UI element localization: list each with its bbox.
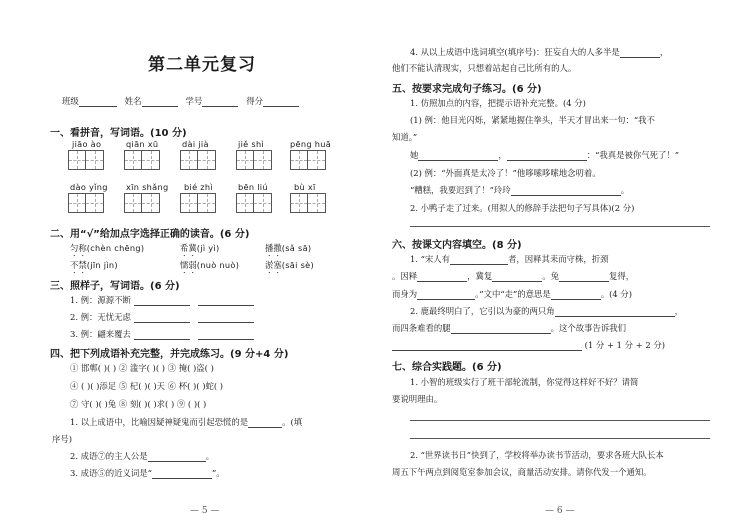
class-field[interactable] [79, 97, 117, 107]
fill-line: 2. 鹿最终明白了，它引以为豪的两只角 ， [410, 306, 684, 316]
writing-grid[interactable] [290, 150, 326, 170]
writing-grid[interactable] [68, 150, 104, 170]
idiom-row[interactable]: ④ ( )( )添足 ⑤ 杞( )( )天 ⑥ 杯( )( )蛇( ) [70, 381, 224, 391]
page-number: — 6 — [545, 506, 575, 516]
id-label: 学号 [185, 96, 203, 106]
section-4-title: 四、把下列成语补充完整，并完成练习。(9 分+4 分) [50, 349, 289, 360]
writing-grid[interactable] [124, 150, 160, 170]
question: 2. “世界读书日”快到了，学校将举办读书节活动，要求各班大队长本 [410, 450, 664, 460]
id-field[interactable] [202, 97, 238, 107]
example-item: 3. 例：翩来覆去 [70, 328, 254, 340]
example-cont: 知道。” [392, 132, 418, 142]
pinyin: xīn shǎng [126, 182, 169, 192]
writing-grid[interactable] [180, 150, 216, 170]
writing-grid[interactable] [236, 193, 272, 213]
section-5-title: 五、按要求完成句子练习。(6 分) [392, 84, 542, 95]
reading-item[interactable]: 淤塞(sāi sè) [265, 260, 315, 270]
page-title: 第二单元复习 [148, 55, 256, 75]
question: 1. 以上成语中，比喻因疑神疑鬼而引起恐慌的是 。(填 [70, 417, 303, 427]
name-field[interactable] [142, 97, 178, 107]
pinyin: bié zhì [184, 182, 213, 192]
question: 4. 从以上成语中选词填空(填序号)：狂妄自大的人多半是 ， [410, 47, 669, 57]
answer-line: 她 ， ：“我真是被你气死了！” [410, 150, 680, 160]
reading-item[interactable]: 播撒(sǎ sā) [265, 243, 312, 253]
reading-item[interactable]: 懦弱(nuò nuò) [180, 260, 240, 270]
reading-item[interactable]: 不禁(jīn jìn) [70, 260, 118, 270]
example-item: 2. 例：无忧无虑 [70, 311, 254, 323]
fill-line: (1 分 + 1 分 + 2 分) [392, 339, 665, 351]
name-label: 姓名 [124, 96, 142, 106]
score-label: 得分 [246, 96, 263, 106]
question: 2. 小鸭子走了过来。(用拟人的修辞手法把句子写具体)(2 分) [410, 203, 635, 213]
reading-item[interactable]: 匀称(chèn chēng) [70, 243, 145, 253]
example: (1) 例：他目光闪烁，紧紧地握住拳头，半天才冒出来一句：“我不 [410, 115, 655, 125]
answer-rule[interactable] [410, 438, 710, 439]
question: 3. 成语⑤的近义词是“ ”。 [70, 468, 225, 478]
example: (2) 例：“外面真是太冷了！”他哆嗦哆嗦地念叨着。 [410, 168, 601, 178]
section-1-title: 一、看拼音，写词语。(10 分) [50, 128, 187, 139]
section-6-title: 六、按课文内容填空。(8 分) [392, 240, 522, 251]
fill-line: 。因释 ，冀复 。兔 复得， [392, 271, 635, 281]
question-cont: 周五下午两点到阅览室参加会议，商量活动安排。请你代发一个通知。 [392, 467, 652, 477]
pinyin: jiāo ào [72, 139, 102, 149]
reading-item[interactable]: 希冀(jì yì) [180, 243, 220, 253]
writing-grid[interactable] [124, 193, 160, 213]
score-field[interactable] [263, 97, 299, 107]
writing-grid[interactable] [290, 193, 326, 213]
writing-grid[interactable] [180, 193, 216, 213]
answer-line: “糟糕，我要迟到了！”玲玲 。 [410, 185, 630, 195]
pinyin: qiān xū [126, 139, 159, 149]
fill-line: 而身为 。”文中“走”的意思是 。(4 分) [392, 289, 633, 299]
info-row [62, 95, 299, 107]
answer-rule[interactable] [410, 226, 710, 227]
class-label: 班级 [62, 96, 79, 106]
pinyin: dào yǐng [70, 182, 108, 192]
section-3-title: 三、照样子，写词语。(6 分) [50, 281, 180, 292]
idiom-row[interactable]: ⑦ 守( )( )兔 ⑧ 刻( )( )求( ) ⑨ ( )( ) [70, 399, 207, 409]
page-number: — 5 — [190, 506, 220, 516]
question: 1. 小智的班级实行了班干部轮流制，你觉得这样好不好？请简 [410, 377, 639, 387]
idiom-row[interactable]: ① 邯郸( )( ) ② 滥字( )( ) ③ 掩( )盗( ) [70, 363, 214, 373]
example-item: 1. 例：源源不断 [70, 294, 254, 306]
pinyin: jiě shì [238, 139, 265, 149]
writing-grid[interactable] [68, 193, 104, 213]
writing-grid[interactable] [236, 150, 272, 170]
section-7-title: 七、综合实践题。(6 分) [392, 362, 502, 373]
pinyin: pēng huā [290, 139, 332, 149]
pinyin: dài jià [182, 139, 209, 149]
question: 2. 成语⑦的主人公是 。 [70, 451, 215, 461]
question-cont: 他们不能认清现实，只想着站起自己比所有的人。 [392, 63, 577, 73]
fill-line: 而四条难看的腿 。这个故事告诉我们 [392, 323, 626, 333]
fill-line: 1. “宋人有 者，因释其耒而守株，折颈 [410, 254, 609, 264]
pinyin: bù xī [294, 182, 316, 192]
question: 1. 仿照加点的内容，把提示语补充完整。(4 分) [410, 98, 586, 108]
page-right [380, 0, 750, 530]
question-cont: 序号) [52, 434, 73, 444]
pinyin: bēn liú [238, 182, 268, 192]
question-cont: 要说明理由。 [392, 394, 443, 404]
section-2-title: 二、用“√”给加点字选择正确的读音。(6 分) [50, 229, 250, 240]
answer-rule[interactable] [410, 420, 710, 421]
